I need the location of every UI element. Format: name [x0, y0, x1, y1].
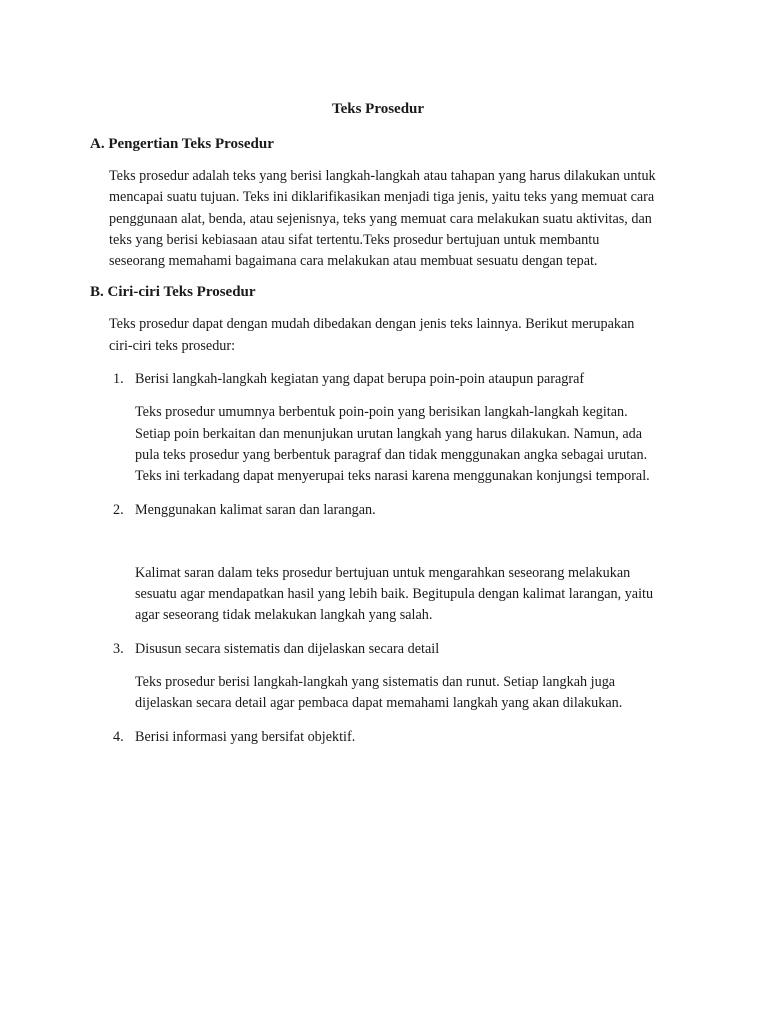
blank-line [90, 533, 658, 563]
list-item [113, 727, 658, 748]
list-item-title: Disusun secara sistematis dan dijelaskan secara detail [135, 640, 440, 657]
list-item-title: Berisi informasi yang bersifat objektif. [135, 728, 356, 745]
list-item-description: Teks prosedur umumnya berbentuk poin-poin yang berisikan langkah-langkah kegitan. Setiap poin berkaitan dan menunjukan urutan langkah yang harus dilakukan. Namun, ada pula teks prosedur yang berbentuk paragraf dan tidak menggunakan angka sebagai urutan. Teks ini terkadang dapat menyerupai teks narasi karena menggunakan konjungsi temporal. [135, 404, 650, 485]
list-item [113, 369, 658, 390]
section-b-intro: Teks prosedur dapat dengan mudah dibedakan dengan jenis teks lainnya. Berikut merupakan ciri-ciri teks prosedur: [109, 316, 635, 354]
list-item [113, 639, 658, 660]
document-title: Teks Prosedur [331, 101, 425, 117]
list-item [113, 500, 658, 521]
list-item-description: Teks prosedur berisi langkah-langkah yang sistematis dan runut. Setiap langkah juga dijelaskan secara detail agar pembaca dapat memahami langkah yang akan dilakukan. [135, 674, 623, 712]
list-item-title: Menggunakan kalimat saran dan larangan. [135, 501, 376, 518]
section-a-heading: A. Pengertian Teks Prosedur [90, 136, 274, 152]
list-item-number: 4. [113, 728, 124, 745]
section-b-heading: B. Ciri-ciri Teks Prosedur [90, 284, 256, 301]
list-item-number: 2. [113, 501, 124, 518]
list-item-number: 1. [113, 371, 124, 388]
list-item-number: 3. [113, 640, 124, 657]
list-item-description: Kalimat saran dalam teks prosedur bertujuan untuk mengarahkan seseorang melakukan sesuatu agar mendapatkan hasil yang lebih baik. Begitupula dengan kalimat larangan, yaitu agar seseorang tidak melakukan langkah yang salah. [135, 564, 654, 624]
section-a-paragraph: Teks prosedur adalah teks yang berisi langkah-langkah atau tahapan yang harus dilakukan untuk mencapai suatu tujuan. Teks ini diklarifikasikan menjadi tiga jenis, yaitu teks yang memuat cara penggunaan alat, benda, atau sejenisnya, teks yang memuat cara melakukan suatu aktivitas, dan teks yang berisi kebiasaan atau sifat tertentu.Teks prosedur bertujuan untuk membantu seseorang memahami bagaimana cara melakukan atau membuat sesuatu dengan tepat. [109, 168, 656, 270]
list-item-title: Berisi langkah-langkah kegiatan yang dapat berupa poin-poin ataupun paragraf [135, 371, 585, 388]
